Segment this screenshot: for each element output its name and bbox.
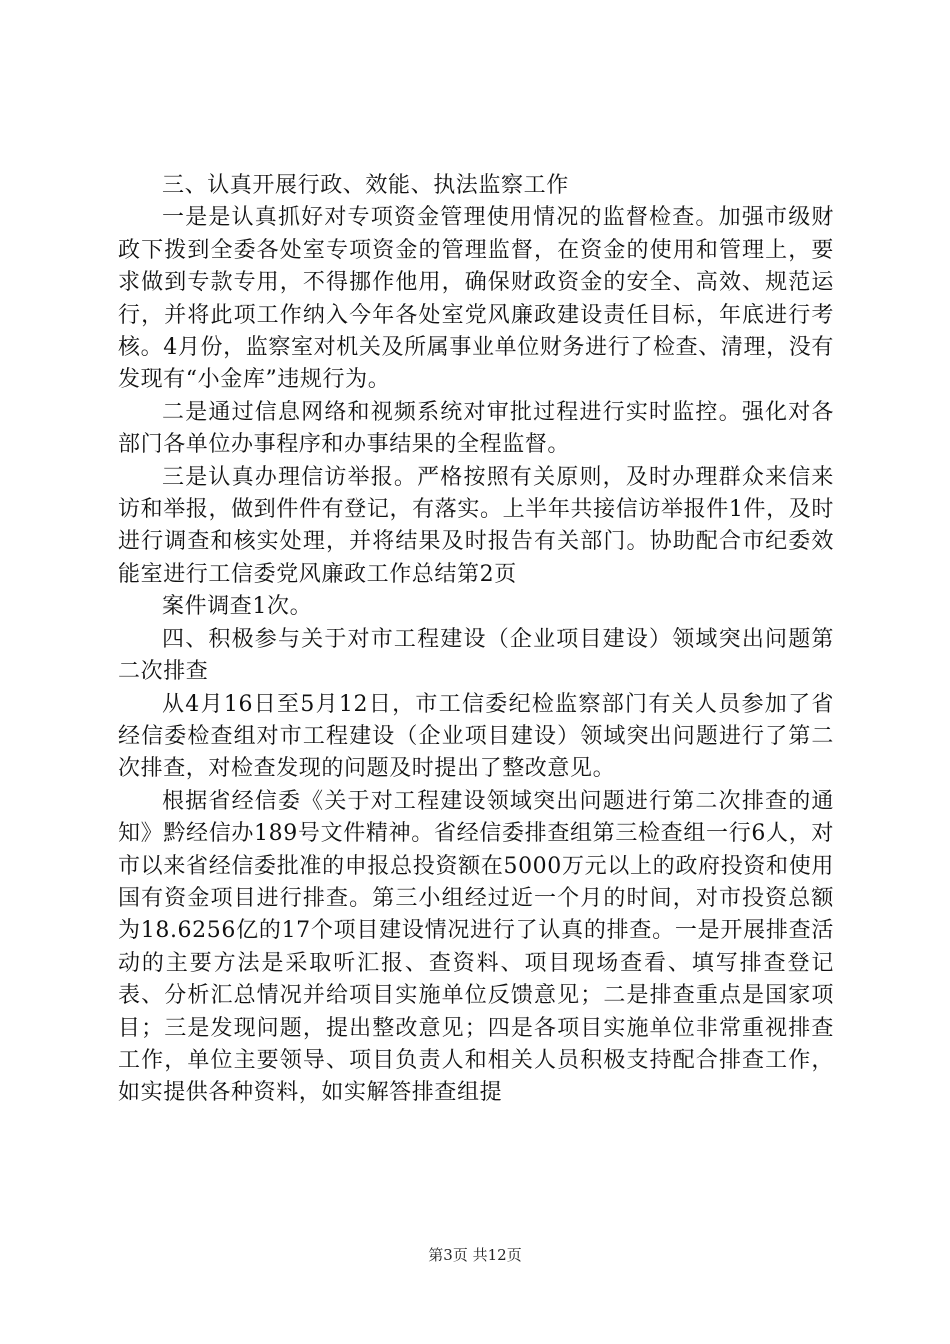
paragraph-fund-supervision: 一是是认真抓好对专项资金管理使用情况的监督检查。加强市级财政下拨到全委各处室专项资金的管理监督，在资金的使用和管理上，要求做到专款专用，不得挪作他用，确保财政资金的安全、高效、规范运行，并将此项工作纳入今年各处室党风廉政建设责任目标，年底进行考核。4月份，监察室对机关及所属事业单位财务进行了检查、清理，没有发现有“小金库”违规行为。 bbox=[118, 205, 834, 393]
paragraph-second-inspection: 从4月16日至5月12日，市工信委纪检监察部门有关人员参加了省经信委检查组对市工程建设（企业项目建设）领域突出问题进行了第二次排查，对检查发现的问题及时提出了整改意见。 bbox=[118, 691, 834, 782]
section-heading-three: 三、认真开展行政、效能、执法监察工作 bbox=[162, 173, 569, 198]
paragraph-realtime-monitoring: 二是通过信息网络和视频系统对审批过程进行实时监控。强化对各部门各单位办事程序和办事结果的全程监督。 bbox=[118, 399, 834, 458]
paragraph-inspection-details: 根据省经信委《关于对工程建设领域突出问题进行第二次排查的通知》黔经信办189号文件精神。省经信委排查组第三检查组一行6人，对市以来省经信委批准的申报总投资额在5000万元以上的政府投资和使用国有资金项目进行排查。第三小组经过近一个月的时间，对市投资总额为18.6256亿的17个项目建设情况进行了认真的排查。一是开展排查活动的主要方法是采取听汇报、查资料、项目现场查看、填写排查登记表、分析汇总情况并给项目实施单位反馈意见；二是排查重点是国家项目；三是发现问题，提出整改意见；四是各项目实施单位非常重视排查工作，单位主要领导、项目负责人和相关人员积极支持配合排查工作，如实提供各种资料，如实解答排查组提 bbox=[118, 788, 834, 1106]
page-footer: 第3页 共12页 bbox=[428, 1246, 522, 1264]
document-body bbox=[118, 170, 834, 1110]
paragraph-case-investigation: 案件调查1次。 bbox=[162, 594, 313, 620]
section-heading-four: 四、积极参与关于对市工程建设（企业项目建设）领域突出问题第二次排查 bbox=[118, 626, 834, 685]
paragraph-petition-handling: 三是认真办理信访举报。严格按照有关原则，及时办理群众来信来访和举报，做到件件有登记，有落实。上半年共接信访举报件1件，及时进行调查和核实处理，并将结果及时报告有关部门。协助配合市纪委效能室进行工信委党风廉政工作总结第2页 bbox=[118, 464, 834, 587]
